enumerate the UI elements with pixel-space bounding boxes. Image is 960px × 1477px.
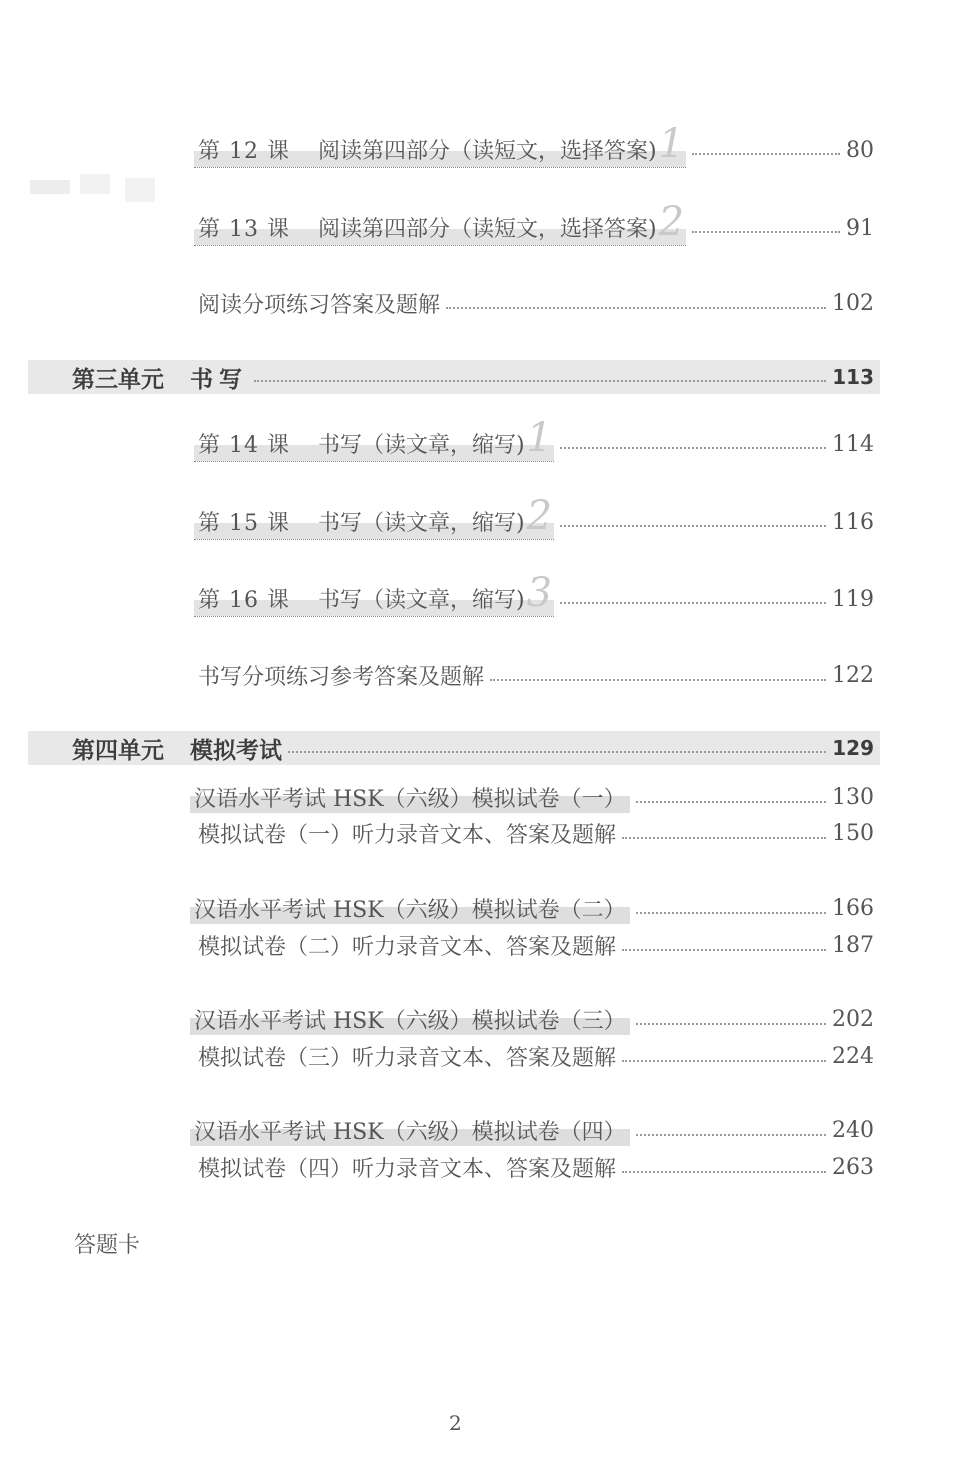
lesson-label [194, 492, 554, 540]
unit-title: 第四单元 [72, 737, 164, 764]
page-number: 224 [832, 1044, 874, 1069]
page-number: 102 [832, 291, 874, 316]
dot-leader [636, 1134, 826, 1136]
dot-leader [490, 679, 826, 681]
page-number: 122 [832, 663, 874, 688]
entry-title: 模拟试卷（一）听力录音文本、答案及题解 [198, 823, 617, 848]
toc-entry-exam-4-answers[interactable] [198, 1152, 874, 1183]
toc-entry-exam-2[interactable] [190, 893, 874, 924]
page-footer-number: 2 [449, 1411, 462, 1435]
page-number: 166 [832, 896, 874, 921]
lesson-label [194, 198, 686, 246]
page-number: 202 [832, 1007, 874, 1032]
scan-smudge [30, 170, 160, 210]
toc-entry-reading-answers[interactable] [198, 288, 874, 319]
exam-title: 汉语水平考试 HSK（六级）模拟试卷（一） [190, 782, 630, 813]
lesson-label [194, 414, 554, 462]
lesson-title: 书写（读文章，缩写) [317, 511, 525, 536]
dot-leader [622, 1060, 826, 1062]
dot-leader [636, 801, 826, 803]
page-number: 114 [832, 431, 874, 457]
toc-entry-exam-2-answers[interactable] [198, 930, 874, 961]
page-number: 129 [832, 736, 874, 760]
toc-entry-answer-sheet[interactable]: 答题卡 [74, 1233, 141, 1258]
toc-entry-lesson-15[interactable] [194, 492, 874, 540]
toc-entry-lesson-14[interactable] [194, 414, 874, 462]
dot-leader [692, 231, 840, 233]
exam-title: 汉语水平考试 HSK（六级）模拟试卷（三） [190, 1004, 630, 1035]
entry-title: 模拟试卷（三）听力录音文本、答案及题解 [198, 1046, 617, 1071]
page-number: 113 [832, 365, 874, 389]
dot-leader [622, 837, 826, 839]
lesson-number: 第 14 课 [198, 433, 290, 458]
toc-entry-writing-answers[interactable] [198, 660, 874, 691]
entry-title: 模拟试卷（四）听力录音文本、答案及题解 [198, 1157, 617, 1182]
page-number: 240 [832, 1118, 874, 1143]
exam-title: 汉语水平考试 HSK（六级）模拟试卷（二） [190, 893, 630, 924]
toc-unit-4[interactable] [28, 731, 880, 765]
toc-entry-exam-1[interactable] [190, 782, 874, 813]
lesson-label [194, 120, 686, 168]
dot-leader [288, 751, 826, 753]
lesson-number: 第 15 课 [198, 511, 290, 536]
lesson-title: 阅读第四部分（读短文，选择答案) [317, 217, 657, 242]
toc-entry-exam-3-answers[interactable] [198, 1041, 874, 1072]
lesson-title: 书写（读文章，缩写) [317, 588, 525, 613]
page-number: 119 [832, 586, 874, 612]
entry-title: 阅读分项练习答案及题解 [198, 293, 441, 318]
dot-leader [560, 447, 826, 449]
dot-leader [692, 153, 840, 155]
page-number: 91 [846, 215, 874, 241]
page-number: 187 [832, 933, 874, 958]
unit-subtitle: 模拟考试 [190, 737, 282, 764]
page-number: 80 [846, 137, 874, 163]
dot-leader [622, 949, 826, 951]
lesson-part-number: 1 [658, 120, 685, 167]
dot-leader [560, 602, 826, 604]
lesson-part-number: 2 [658, 198, 685, 245]
lesson-part-number: 3 [526, 569, 553, 616]
dot-leader [636, 912, 826, 914]
toc-entry-lesson-16[interactable] [194, 569, 874, 617]
lesson-title: 阅读第四部分（读短文，选择答案) [317, 139, 657, 164]
lesson-number: 第 13 课 [198, 217, 290, 242]
page-number: 116 [832, 509, 874, 535]
lesson-title: 书写（读文章，缩写) [317, 433, 525, 458]
page-number: 263 [832, 1155, 874, 1180]
lesson-part-number: 2 [526, 492, 553, 539]
dot-leader [560, 525, 826, 527]
dot-leader [446, 307, 826, 309]
entry-title: 模拟试卷（二）听力录音文本、答案及题解 [198, 935, 617, 960]
unit-subtitle: 书写 [190, 366, 248, 393]
toc-unit-3[interactable] [28, 360, 880, 394]
lesson-number: 第 16 课 [198, 588, 290, 613]
exam-title: 汉语水平考试 HSK（六级）模拟试卷（四） [190, 1115, 630, 1146]
toc-entry-lesson-13[interactable] [194, 198, 874, 246]
dot-leader [636, 1023, 826, 1025]
lesson-number: 第 12 课 [198, 139, 290, 164]
page-number: 130 [832, 785, 874, 810]
toc-entry-exam-1-answers[interactable] [198, 818, 874, 849]
dot-leader [622, 1171, 826, 1173]
toc-entry-exam-4[interactable] [190, 1115, 874, 1146]
toc-entry-exam-3[interactable] [190, 1004, 874, 1035]
toc-entry-lesson-12[interactable] [194, 120, 874, 168]
lesson-label [194, 569, 554, 617]
lesson-part-number: 1 [526, 414, 553, 461]
page-number: 150 [832, 821, 874, 846]
entry-title: 书写分项练习参考答案及题解 [198, 665, 485, 690]
dot-leader [254, 380, 826, 382]
unit-title: 第三单元 [72, 366, 164, 393]
